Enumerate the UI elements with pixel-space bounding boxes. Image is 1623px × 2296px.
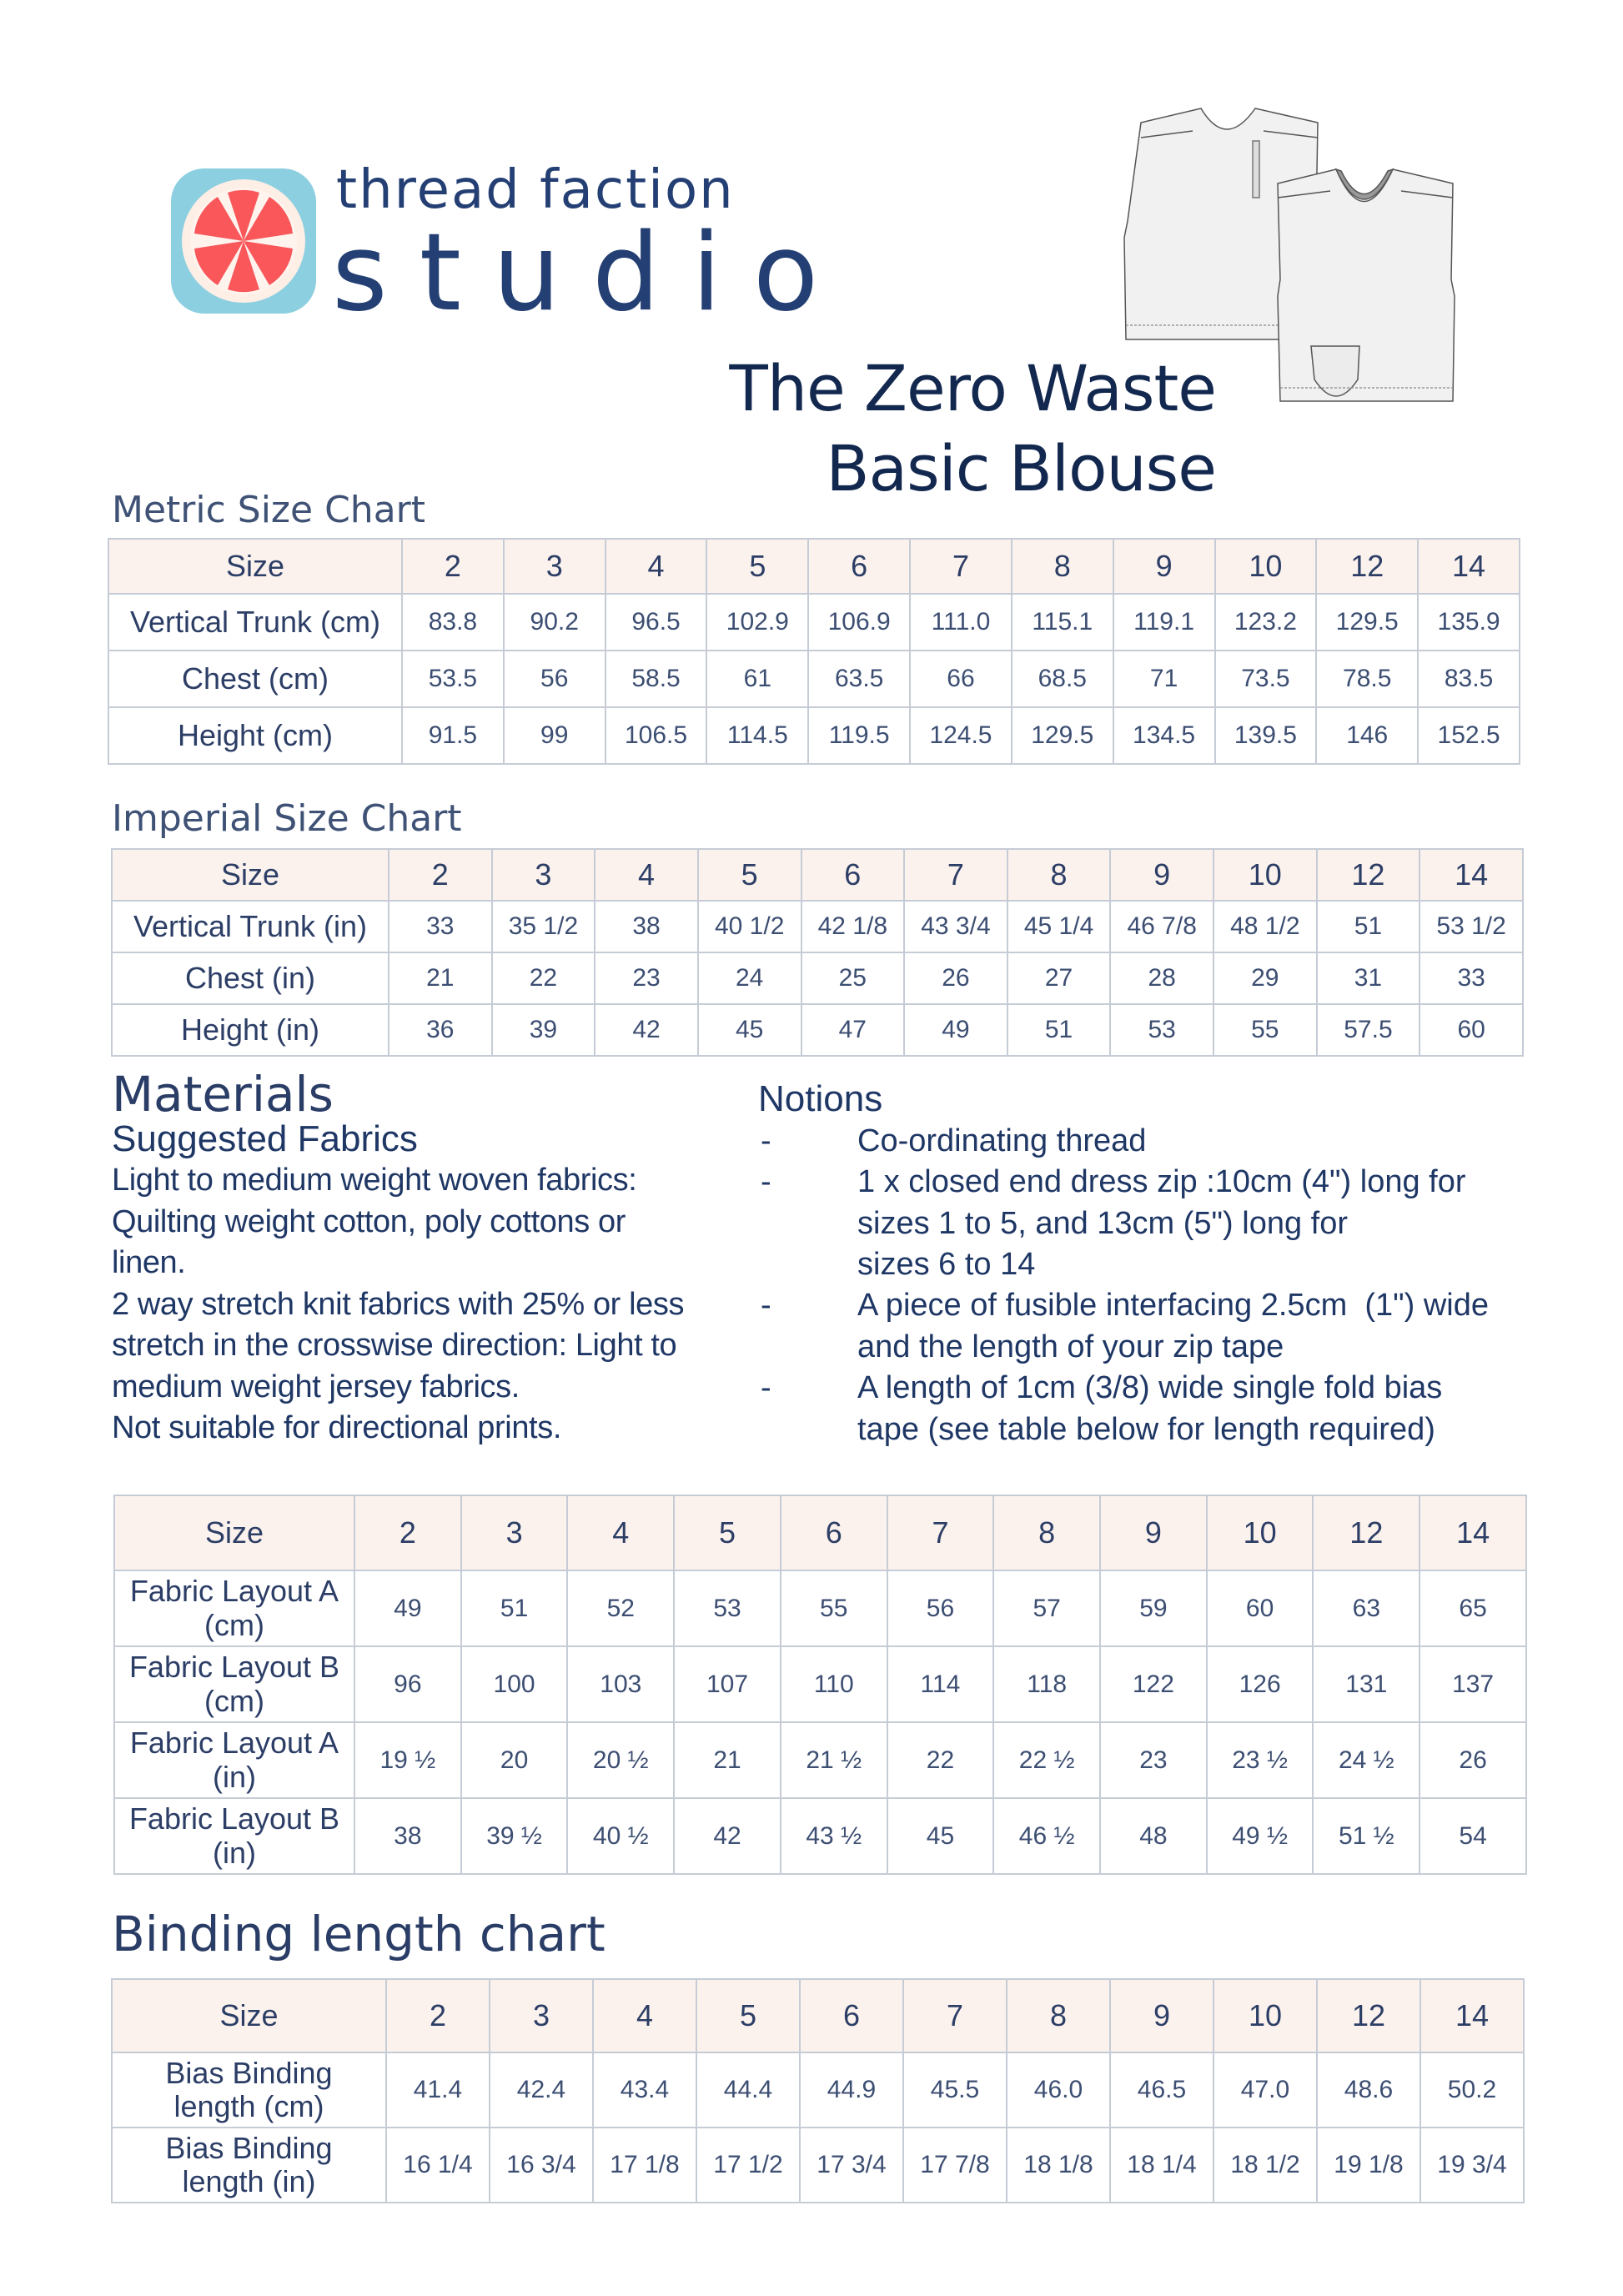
table-cell: 53.5 (402, 651, 504, 707)
bullet-dash: - (761, 1370, 771, 1405)
table-row (112, 2052, 1524, 2128)
table-cell: 51 (1007, 1004, 1111, 1056)
table-cell: 40 ½ (567, 1798, 674, 1874)
table-cell: 119.1 (1113, 594, 1215, 651)
table-cell: 152.5 (1418, 707, 1520, 764)
table-cell: 51 (461, 1570, 568, 1646)
table-cell: 27 (1007, 952, 1111, 1004)
table-cell: 53 (674, 1570, 781, 1646)
size-column-header: 10 (1215, 539, 1317, 594)
table-cell: 134.5 (1113, 707, 1215, 764)
table-cell: 57 (993, 1570, 1100, 1646)
table-cell: 19 ½ (354, 1722, 461, 1798)
table-cell: 47.0 (1213, 2052, 1317, 2128)
size-column-header: 6 (781, 1495, 887, 1570)
size-header: Size (112, 1979, 386, 2052)
table-cell: 71 (1113, 651, 1215, 707)
table-cell: 53 1/2 (1419, 901, 1523, 952)
table-cell: 42.4 (490, 2052, 593, 2128)
table-cell: 118 (993, 1646, 1100, 1722)
size-column-header: 8 (1007, 1979, 1110, 2052)
table-row (114, 1570, 1526, 1646)
size-column-header: 14 (1419, 849, 1523, 901)
table-cell: 18 1/8 (1007, 2128, 1110, 2203)
row-label: Bias Binding length (cm) (112, 2052, 386, 2128)
table-cell: 21 ½ (781, 1722, 887, 1798)
bullet-dash: - (761, 1123, 771, 1158)
table-cell: 146 (1316, 707, 1418, 764)
table-cell: 20 ½ (567, 1722, 674, 1798)
table-cell: 48.6 (1317, 2052, 1420, 2128)
table-cell: 129.5 (1316, 594, 1418, 651)
table-cell: 56 (887, 1570, 994, 1646)
table-cell: 22 (887, 1722, 994, 1798)
table-row (108, 651, 1520, 707)
table-cell: 17 1/2 (696, 2128, 800, 2203)
table-cell: 126 (1207, 1646, 1314, 1722)
bullet-dash: - (761, 1288, 771, 1323)
table-cell: 91.5 (402, 707, 504, 764)
size-column-header: 9 (1110, 1979, 1213, 2052)
imperial-size-table (111, 848, 1524, 1057)
size-column-header: 2 (389, 849, 492, 901)
table-cell: 129.5 (1012, 707, 1113, 764)
table-cell: 45 (698, 1004, 801, 1056)
table-cell: 17 1/8 (593, 2128, 696, 2203)
table-cell: 45 1/4 (1007, 901, 1111, 952)
table-cell: 47 (801, 1004, 905, 1056)
metric-size-table (108, 538, 1520, 765)
table-cell: 22 (492, 952, 595, 1004)
table-cell: 39 (492, 1004, 595, 1056)
table-cell: 50.2 (1420, 2052, 1524, 2128)
table-row (112, 952, 1523, 1004)
table-cell: 17 3/4 (800, 2128, 903, 2203)
row-label: Fabric Layout B (cm) (114, 1646, 354, 1722)
table-cell: 65 (1419, 1570, 1526, 1646)
table-cell: 137 (1419, 1646, 1526, 1722)
size-column-header: 4 (605, 539, 707, 594)
grapefruit-logo-icon (169, 167, 318, 315)
pattern-title-line1: The Zero Waste (729, 351, 1216, 425)
table-header-row (112, 849, 1523, 901)
size-column-header: 6 (808, 539, 910, 594)
table-cell: 43 3/4 (904, 901, 1007, 952)
table-cell: 100 (461, 1646, 568, 1722)
table-cell: 19 1/8 (1317, 2128, 1420, 2203)
size-column-header: 10 (1207, 1495, 1314, 1570)
notion-text: A length of 1cm (3/8) wide single fold bias tape (see table below for length required) (857, 1370, 1443, 1447)
table-cell: 39 ½ (461, 1798, 568, 1874)
table-cell: 46 7/8 (1110, 901, 1213, 952)
table-cell: 45 (887, 1798, 994, 1874)
table-cell: 48 1/2 (1213, 901, 1317, 952)
table-cell: 33 (1419, 952, 1523, 1004)
table-cell: 48 (1100, 1798, 1207, 1874)
table-cell: 68.5 (1012, 651, 1113, 707)
table-cell: 36 (389, 1004, 492, 1056)
table-header-row (112, 1979, 1524, 2052)
table-cell: 31 (1317, 952, 1420, 1004)
table-cell: 106.9 (808, 594, 910, 651)
table-cell: 114.5 (706, 707, 808, 764)
size-column-header: 8 (1012, 539, 1113, 594)
table-cell: 35 1/2 (492, 901, 595, 952)
table-cell: 49 (904, 1004, 1007, 1056)
table-cell: 16 1/4 (386, 2128, 490, 2203)
notion-text: 1 x closed end dress zip :10cm (4") long for sizes 1 to 5, and 13cm (5") long for sizes 6 to 14 (857, 1164, 1466, 1282)
size-column-header: 5 (706, 539, 808, 594)
table-cell: 43 ½ (781, 1798, 887, 1874)
size-column-header: 7 (903, 1979, 1007, 2052)
table-row (112, 1004, 1523, 1056)
table-cell: 57.5 (1317, 1004, 1420, 1056)
table-cell: 60 (1419, 1004, 1523, 1056)
table-cell: 123.2 (1215, 594, 1317, 651)
row-label: Fabric Layout A (in) (114, 1722, 354, 1798)
table-cell: 41.4 (386, 2052, 490, 2128)
size-column-header: 6 (801, 849, 905, 901)
table-cell: 122 (1100, 1646, 1207, 1722)
table-cell: 63 (1313, 1570, 1419, 1646)
table-cell: 26 (904, 952, 1007, 1004)
table-cell: 26 (1419, 1722, 1526, 1798)
fabric-requirements-table (113, 1495, 1527, 1875)
table-cell: 21 (674, 1722, 781, 1798)
table-cell: 131 (1313, 1646, 1419, 1722)
materials-heading: Materials (112, 1066, 334, 1123)
table-row (114, 1798, 1526, 1874)
size-column-header: 7 (904, 849, 1007, 901)
row-label: Fabric Layout B (in) (114, 1798, 354, 1874)
table-row (108, 594, 1520, 651)
table-cell: 51 (1317, 901, 1420, 952)
table-cell: 139.5 (1215, 707, 1317, 764)
row-label: Vertical Trunk (cm) (108, 594, 402, 651)
table-cell: 58.5 (605, 651, 707, 707)
table-cell: 54 (1419, 1798, 1526, 1874)
row-label: Height (cm) (108, 707, 402, 764)
notion-text: A piece of fusible interfacing 2.5cm (1") wide and the length of your zip tape (857, 1288, 1489, 1364)
size-column-header: 3 (461, 1495, 568, 1570)
table-cell: 56 (504, 651, 605, 707)
blouse-front-view (1278, 169, 1455, 401)
row-label: Bias Binding length (in) (112, 2128, 386, 2203)
table-cell: 24 (698, 952, 801, 1004)
table-cell: 51 ½ (1313, 1798, 1419, 1874)
table-row (114, 1722, 1526, 1798)
table-cell: 49 ½ (1207, 1798, 1314, 1874)
suggested-fabrics-heading: Suggested Fabrics (112, 1118, 418, 1159)
table-cell: 111.0 (910, 594, 1012, 651)
size-column-header: 12 (1313, 1495, 1419, 1570)
size-column-header: 12 (1316, 539, 1418, 594)
row-label: Vertical Trunk (in) (112, 901, 389, 952)
table-cell: 46 ½ (993, 1798, 1100, 1874)
table-cell: 42 (595, 1004, 698, 1056)
table-cell: 78.5 (1316, 651, 1418, 707)
size-header: Size (114, 1495, 354, 1570)
notions-heading: Notions (758, 1078, 883, 1119)
table-cell: 96.5 (605, 594, 707, 651)
size-column-header: 5 (674, 1495, 781, 1570)
notion-text: Co-ordinating thread (857, 1123, 1147, 1158)
size-column-header: 7 (887, 1495, 994, 1570)
table-cell: 18 1/2 (1213, 2128, 1317, 2203)
size-column-header: 3 (504, 539, 605, 594)
table-cell: 90.2 (504, 594, 605, 651)
table-cell: 43.4 (593, 2052, 696, 2128)
table-row (108, 707, 1520, 764)
size-column-header: 3 (492, 849, 595, 901)
table-cell: 119.5 (808, 707, 910, 764)
table-cell: 45.5 (903, 2052, 1007, 2128)
metric-chart-heading: Metric Size Chart (112, 489, 425, 531)
table-cell: 73.5 (1215, 651, 1317, 707)
size-column-header: 4 (567, 1495, 674, 1570)
table-cell: 102.9 (706, 594, 808, 651)
binding-length-table (111, 1978, 1525, 2203)
table-cell: 83.8 (402, 594, 504, 651)
size-header: Size (112, 849, 389, 901)
size-column-header: 7 (910, 539, 1012, 594)
table-cell: 23 ½ (1207, 1722, 1314, 1798)
table-cell: 38 (354, 1798, 461, 1874)
size-header: Size (108, 539, 402, 594)
table-cell: 20 (461, 1722, 568, 1798)
table-cell: 22 ½ (993, 1722, 1100, 1798)
table-cell: 44.4 (696, 2052, 800, 2128)
table-cell: 42 (674, 1798, 781, 1874)
table-cell: 55 (781, 1570, 887, 1646)
table-cell: 46.0 (1007, 2052, 1110, 2128)
size-column-header: 3 (490, 1979, 593, 2052)
pattern-title-line2: Basic Blouse (826, 431, 1216, 505)
table-cell: 61 (706, 651, 808, 707)
table-cell: 40 1/2 (698, 901, 801, 952)
table-cell: 42 1/8 (801, 901, 905, 952)
size-column-header: 12 (1317, 849, 1420, 901)
table-row (112, 901, 1523, 952)
table-cell: 106.5 (605, 707, 707, 764)
table-cell: 44.9 (800, 2052, 903, 2128)
size-column-header: 6 (800, 1979, 903, 2052)
table-cell: 107 (674, 1646, 781, 1722)
table-cell: 33 (389, 901, 492, 952)
bullet-dash: - (761, 1164, 771, 1199)
size-column-header: 5 (696, 1979, 800, 2052)
size-column-header: 14 (1418, 539, 1520, 594)
imperial-chart-heading: Imperial Size Chart (112, 797, 462, 840)
binding-chart-heading: Binding length chart (112, 1906, 605, 1962)
table-cell: 103 (567, 1646, 674, 1722)
table-cell: 17 7/8 (903, 2128, 1007, 2203)
table-cell: 23 (1100, 1722, 1207, 1798)
table-cell: 19 3/4 (1420, 2128, 1524, 2203)
size-column-header: 8 (1007, 849, 1111, 901)
table-header-row (108, 539, 1520, 594)
row-label: Height (in) (112, 1004, 389, 1056)
table-cell: 115.1 (1012, 594, 1113, 651)
table-cell: 28 (1110, 952, 1213, 1004)
table-cell: 16 3/4 (490, 2128, 593, 2203)
row-label: Chest (in) (112, 952, 389, 1004)
size-column-header: 9 (1110, 849, 1213, 901)
size-column-header: 14 (1419, 1495, 1526, 1570)
brand-name-line2: studio (332, 211, 851, 335)
table-cell: 18 1/4 (1110, 2128, 1213, 2203)
size-column-header: 2 (402, 539, 504, 594)
table-cell: 49 (354, 1570, 461, 1646)
size-column-header: 14 (1420, 1979, 1524, 2052)
table-cell: 124.5 (910, 707, 1012, 764)
table-cell: 114 (887, 1646, 994, 1722)
table-cell: 135.9 (1418, 594, 1520, 651)
table-cell: 55 (1213, 1004, 1317, 1056)
size-column-header: 10 (1213, 849, 1317, 901)
table-cell: 25 (801, 952, 905, 1004)
size-column-header: 2 (386, 1979, 490, 2052)
table-cell: 53 (1110, 1004, 1213, 1056)
table-cell: 110 (781, 1646, 887, 1722)
table-cell: 38 (595, 901, 698, 952)
table-cell: 52 (567, 1570, 674, 1646)
table-cell: 29 (1213, 952, 1317, 1004)
size-column-header: 9 (1113, 539, 1215, 594)
table-cell: 60 (1207, 1570, 1314, 1646)
size-column-header: 10 (1213, 1979, 1317, 2052)
size-column-header: 2 (354, 1495, 461, 1570)
row-label: Chest (cm) (108, 651, 402, 707)
size-column-header: 5 (698, 849, 801, 901)
size-column-header: 4 (595, 849, 698, 901)
size-column-header: 4 (593, 1979, 696, 2052)
table-cell: 59 (1100, 1570, 1207, 1646)
table-header-row (114, 1495, 1526, 1570)
table-cell: 23 (595, 952, 698, 1004)
table-cell: 63.5 (808, 651, 910, 707)
brand-logo (169, 167, 318, 315)
size-column-header: 8 (993, 1495, 1100, 1570)
table-row (114, 1646, 1526, 1722)
table-cell: 83.5 (1418, 651, 1520, 707)
table-cell: 24 ½ (1313, 1722, 1419, 1798)
materials-description: Light to medium weight woven fabrics: Quilting weight cotton, poly cottons or linen. 2 way stretch knit fabrics with 25% or less stretch in the crosswise direction: Light to medium weight jersey fabrics. Not suitable for directional prints. (112, 1163, 685, 1445)
size-column-header: 12 (1317, 1979, 1420, 2052)
table-cell: 46.5 (1110, 2052, 1213, 2128)
size-column-header: 9 (1100, 1495, 1207, 1570)
table-cell: 99 (504, 707, 605, 764)
row-label: Fabric Layout A (cm) (114, 1570, 354, 1646)
table-row (112, 2128, 1524, 2203)
brand-name-line1: thread faction (336, 159, 735, 221)
table-cell: 66 (910, 651, 1012, 707)
table-cell: 96 (354, 1646, 461, 1722)
table-cell: 21 (389, 952, 492, 1004)
